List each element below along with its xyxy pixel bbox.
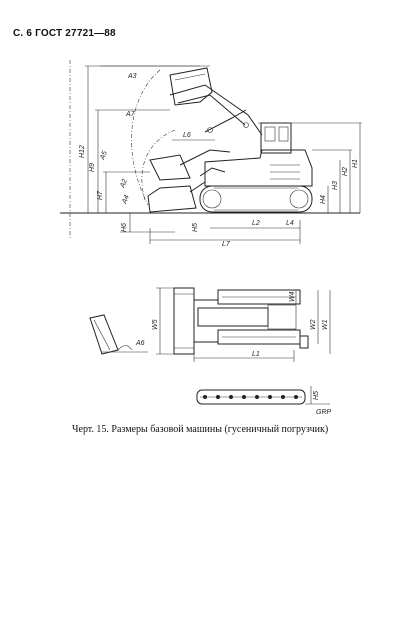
label-w2: W2: [310, 319, 317, 330]
left-height-dimensions: [85, 66, 200, 213]
length-dimensions: [150, 140, 300, 244]
label-a3: A3: [128, 73, 137, 80]
bucket-arc: [131, 70, 160, 205]
label-l2: L2: [252, 220, 260, 227]
loader-top-view: [174, 288, 308, 354]
label-h5-track: H5: [313, 391, 320, 400]
label-h9: H9: [89, 163, 96, 172]
label-h2: H2: [342, 167, 349, 176]
label-a2: A2: [119, 178, 129, 189]
cab: [258, 123, 295, 153]
label-h7: H7: [97, 191, 104, 200]
figure-caption: Черт. 15. Размеры базовой машины (гусеничный погрузчик): [72, 424, 329, 435]
label-h3: H3: [332, 181, 339, 190]
label-w5: W5: [152, 319, 159, 330]
bucket-middle: [150, 150, 230, 180]
bucket-lowered: [148, 182, 205, 212]
label-l7: L7: [222, 241, 230, 248]
page-header: С. 6 ГОСТ 27721—88: [13, 28, 116, 39]
bucket-detail: [90, 315, 148, 354]
label-h5: H5: [192, 223, 199, 232]
top-view-dimensions: [156, 288, 330, 362]
lift-arm-raised: [170, 85, 262, 135]
label-grp: GRP: [316, 409, 332, 416]
label-l4: L4: [286, 220, 294, 227]
track-chain-detail: [197, 386, 330, 404]
label-w1: W1: [322, 319, 329, 330]
label-a7: A7: [126, 111, 135, 118]
label-h4: H4: [320, 195, 327, 204]
label-l6: L6: [183, 132, 191, 139]
label-w4: W4: [289, 291, 296, 302]
label-l1: L1: [252, 351, 260, 358]
label-a4: A4: [121, 194, 131, 205]
label-h1: H1: [352, 159, 359, 168]
label-a5: A5: [99, 150, 109, 161]
machine-body: [200, 150, 312, 186]
label-h12: H12: [79, 145, 86, 158]
label-h6: H6: [121, 223, 128, 232]
label-a6: A6: [136, 340, 145, 347]
track-side-view: [200, 186, 312, 212]
